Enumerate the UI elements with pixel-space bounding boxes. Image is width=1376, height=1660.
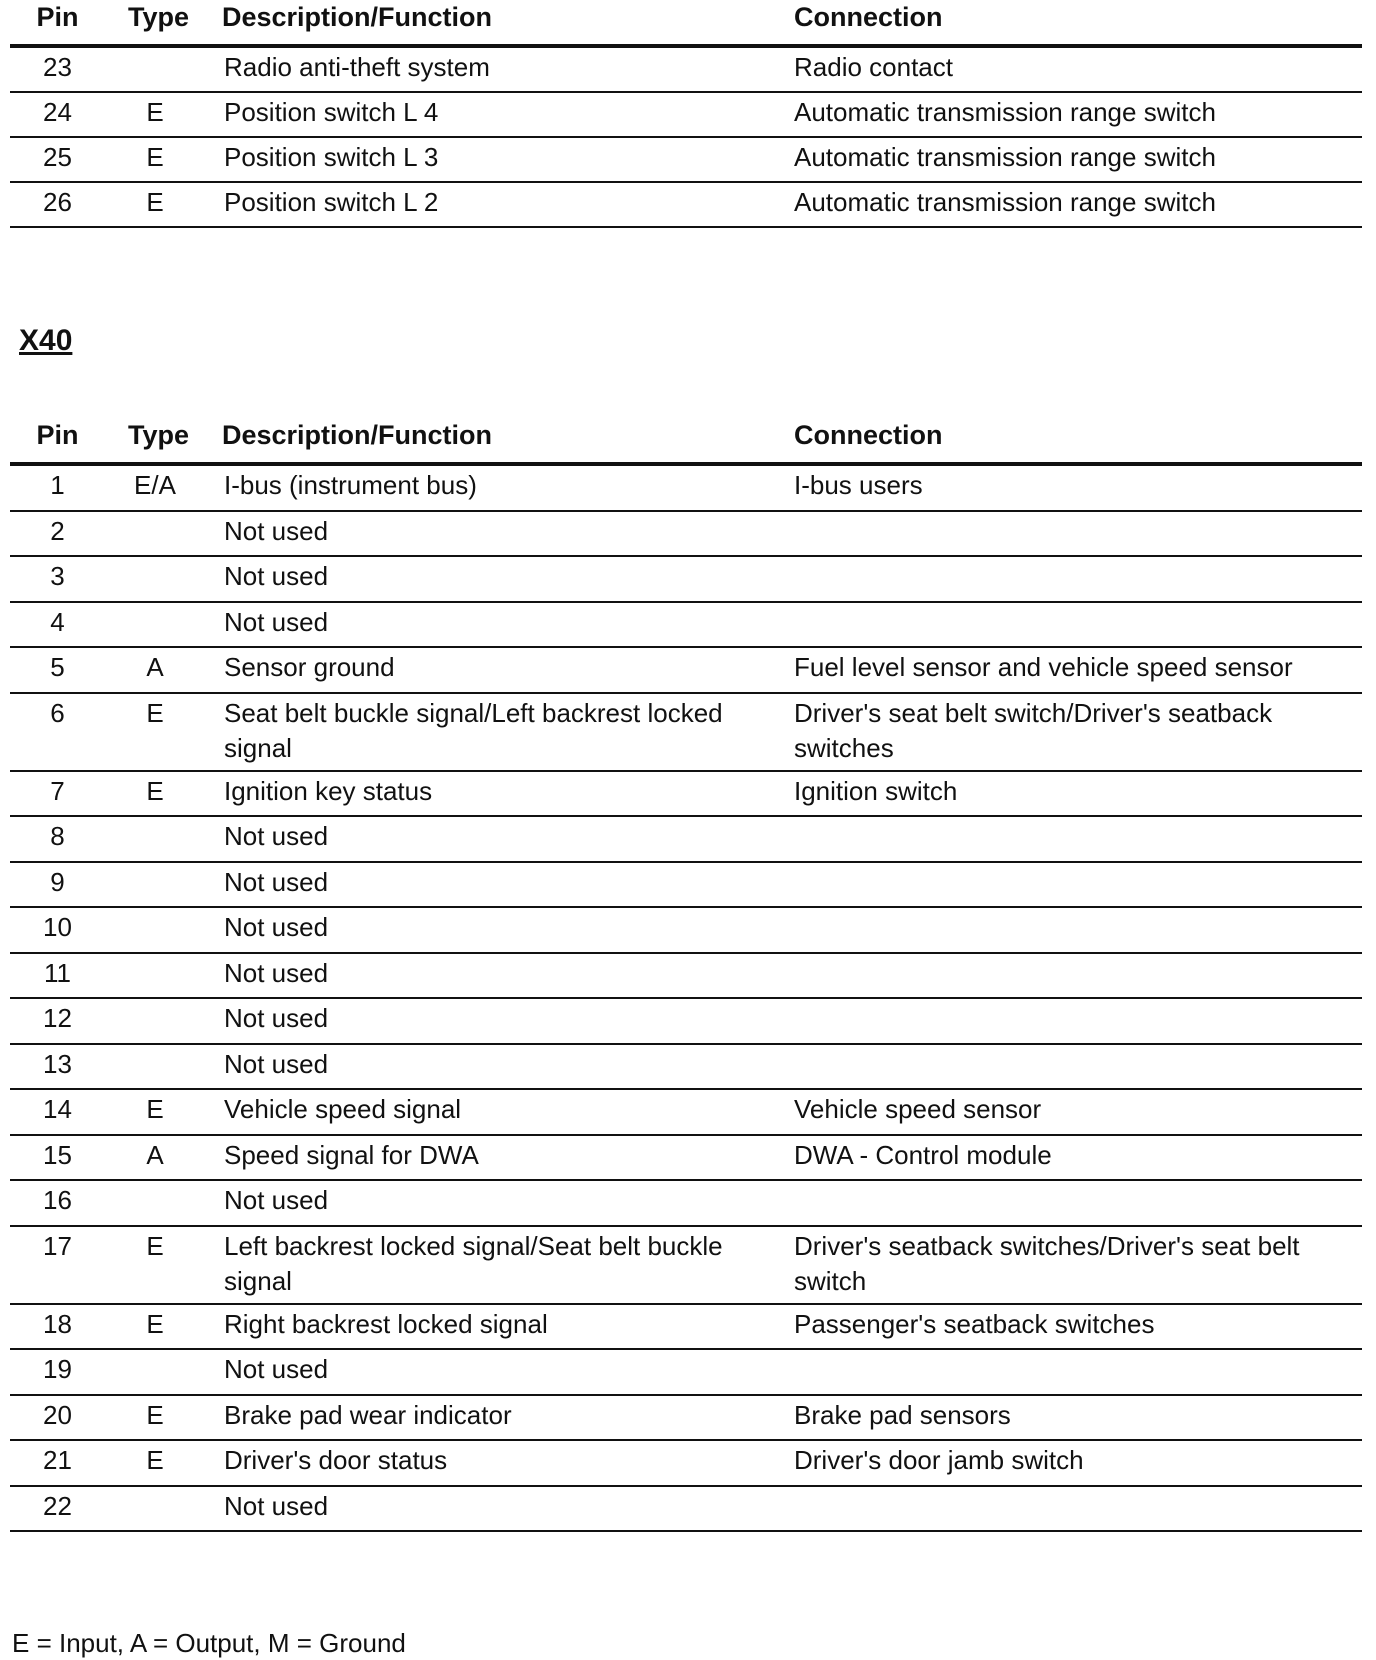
table-row: [10, 1136, 1362, 1182]
header-description: Description/Function: [222, 2, 492, 32]
connection-cell: I-bus users: [794, 470, 923, 500]
description-cell: Position switch L 3: [224, 142, 439, 172]
connection-cell: Automatic transmission range switch: [794, 97, 1216, 127]
description-cell: Not used: [224, 1185, 329, 1215]
connection-cell: Passenger's seatback switches: [794, 1308, 1155, 1339]
table-row: [10, 93, 1362, 138]
pin-cell: 5: [50, 652, 65, 682]
pin-cell: 7: [50, 775, 65, 806]
table-row: [10, 1350, 1362, 1396]
pin-cell: 15: [43, 1139, 72, 1170]
description-cell: Position switch L 4: [224, 97, 439, 127]
pin-cell: 19: [43, 1354, 72, 1384]
header-type: Type: [128, 420, 190, 450]
table-row: [10, 1227, 1362, 1305]
pin-cell: 6: [50, 697, 65, 728]
description-cell: Not used: [224, 1354, 329, 1384]
table-row: [10, 183, 1362, 228]
table-row: [10, 138, 1362, 183]
header-description: Description/Function: [222, 420, 492, 450]
header-connection: Connection: [794, 2, 943, 32]
description-cell: Driver's door status: [224, 1445, 448, 1475]
connection-cell: Driver's seatback switches/Driver's seat belt switch: [794, 1230, 1300, 1296]
pin-table-1: [10, 0, 1362, 228]
header-type: Type: [128, 2, 190, 32]
header-pin: Pin: [36, 420, 79, 450]
pin-cell: 18: [43, 1308, 72, 1339]
pin-cell: 11: [44, 957, 71, 988]
pin-cell: 24: [43, 97, 72, 127]
type-cell: E: [146, 1308, 164, 1339]
connection-cell: Ignition switch: [794, 775, 958, 806]
pin-cell: 9: [50, 866, 65, 897]
description-cell: Not used: [224, 515, 329, 546]
pin-cell: 20: [43, 1399, 72, 1430]
table-row: [10, 954, 1362, 1000]
description-cell: Not used: [224, 1490, 329, 1521]
type-cell: A: [146, 1139, 164, 1170]
description-cell: I-bus (instrument bus): [224, 470, 477, 500]
pin-cell: 4: [50, 606, 65, 637]
pin-cell: 12: [43, 1003, 72, 1033]
table-header: [10, 418, 1362, 466]
table-row: [10, 817, 1362, 863]
type-cell: E: [146, 1230, 164, 1261]
type-cell: E: [146, 1094, 164, 1124]
type-cell: E: [146, 775, 164, 806]
description-cell: Not used: [224, 606, 329, 637]
table-row: [10, 1090, 1362, 1136]
table-row: [10, 466, 1362, 512]
description-cell: Right backrest locked signal: [224, 1308, 548, 1339]
connection-cell: Vehicle speed sensor: [794, 1094, 1042, 1124]
section-title: X40: [19, 324, 73, 357]
description-cell: Sensor ground: [224, 652, 395, 682]
header-connection: Connection: [794, 420, 943, 450]
description-cell: Ignition key status: [224, 775, 433, 806]
type-cell: E: [146, 1445, 164, 1475]
legend: E = Input, A = Output, M = Ground: [12, 1628, 406, 1658]
pin-cell: 16: [43, 1185, 72, 1215]
type-cell: E: [146, 187, 164, 217]
description-cell: Brake pad wear indicator: [224, 1399, 512, 1430]
type-cell: A: [146, 652, 164, 682]
pin-cell: 21: [43, 1445, 72, 1475]
pin-cell: 1: [50, 470, 65, 500]
connection-cell: Automatic transmission range switch: [794, 187, 1216, 217]
description-cell: Not used: [224, 866, 329, 897]
pin-cell: 17: [43, 1230, 72, 1261]
connection-cell: Driver's door jamb switch: [794, 1445, 1084, 1475]
type-cell: E: [146, 697, 164, 728]
table-row: [10, 863, 1362, 909]
connection-cell: Driver's seat belt switch/Driver's seatback switches: [794, 697, 1273, 763]
table-row: [10, 1396, 1362, 1442]
table-row: [10, 1181, 1362, 1227]
type-cell: E: [146, 1399, 164, 1430]
description-cell: Seat belt buckle signal/Left backrest locked signal: [224, 697, 723, 763]
pin-cell: 26: [43, 187, 72, 217]
description-cell: Not used: [224, 957, 329, 988]
table-row: [10, 557, 1362, 603]
table-row: [10, 48, 1362, 93]
description-cell: Left backrest locked signal/Seat belt buckle signal: [224, 1230, 723, 1296]
table-row: [10, 999, 1362, 1045]
table-row: [10, 694, 1362, 772]
header-pin: Pin: [36, 2, 79, 32]
pin-cell: 22: [43, 1490, 72, 1521]
table-row: [10, 908, 1362, 954]
connection-cell: Brake pad sensors: [794, 1399, 1011, 1430]
pin-cell: 25: [43, 142, 72, 172]
table-row: [10, 512, 1362, 558]
description-cell: Not used: [224, 1003, 329, 1033]
connection-cell: Radio contact: [794, 52, 953, 82]
pin-cell: 13: [43, 1048, 72, 1079]
connection-cell: Automatic transmission range switch: [794, 142, 1216, 172]
description-cell: Speed signal for DWA: [224, 1139, 479, 1170]
pin-cell: 3: [50, 561, 65, 591]
table-row: [10, 1487, 1362, 1533]
description-cell: Not used: [224, 821, 329, 851]
description-cell: Not used: [224, 1048, 329, 1079]
description-cell: Vehicle speed signal: [224, 1094, 462, 1124]
table-row: [10, 1305, 1362, 1351]
pin-cell: 14: [43, 1094, 72, 1124]
table-row: [10, 603, 1362, 649]
pin-table-2: [10, 418, 1362, 1532]
type-cell: E: [146, 142, 164, 172]
description-cell: Position switch L 2: [224, 187, 439, 217]
type-cell: E: [146, 97, 164, 127]
description-cell: Radio anti-theft system: [224, 52, 490, 82]
connection-cell: DWA - Control module: [794, 1139, 1052, 1170]
table-row: [10, 648, 1362, 694]
table-row: [10, 772, 1362, 818]
connection-cell: Fuel level sensor and vehicle speed sensor: [794, 652, 1293, 682]
table-header: [10, 0, 1362, 48]
pin-cell: 10: [43, 912, 72, 942]
description-cell: Not used: [224, 561, 329, 591]
pin-cell: 8: [50, 821, 65, 851]
table-row: [10, 1441, 1362, 1487]
table-row: [10, 1045, 1362, 1091]
type-cell: E/A: [134, 470, 176, 500]
description-cell: Not used: [224, 912, 329, 942]
pin-cell: 2: [50, 515, 65, 546]
pin-cell: 23: [43, 52, 72, 82]
